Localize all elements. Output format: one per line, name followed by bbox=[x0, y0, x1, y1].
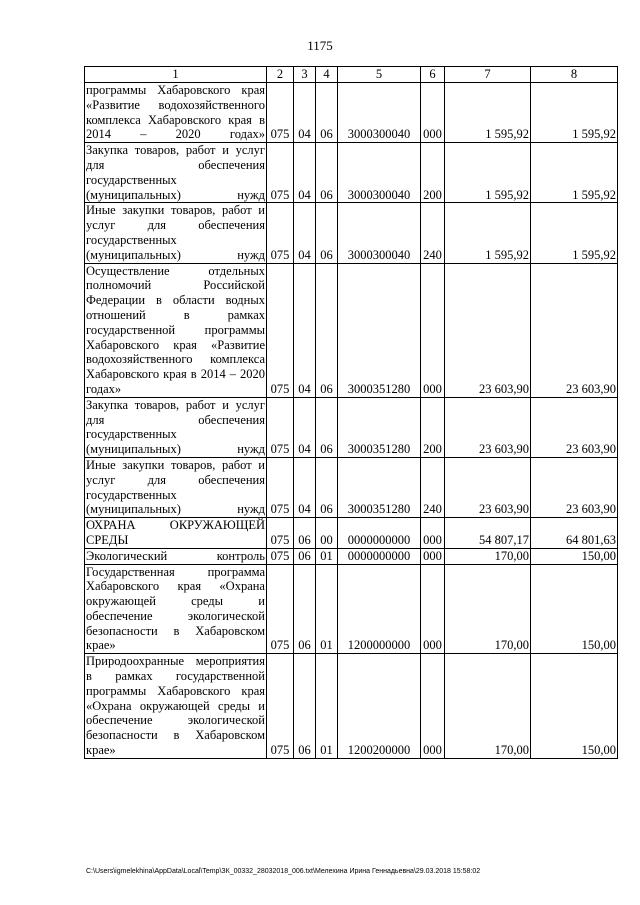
row-value-cell: 06 bbox=[316, 263, 338, 397]
table-row bbox=[85, 518, 618, 549]
row-value-cell: 23 603,90 bbox=[531, 397, 618, 457]
row-value-cell: 240 bbox=[421, 457, 445, 517]
row-value-cell: 06 bbox=[316, 397, 338, 457]
row-value-cell: 23 603,90 bbox=[531, 263, 618, 397]
row-value-cell: 23 603,90 bbox=[445, 263, 531, 397]
row-value-cell: 3000351280 bbox=[338, 263, 421, 397]
row-value-cell: 04 bbox=[294, 457, 316, 517]
row-value-cell: 075 bbox=[267, 457, 294, 517]
footer-file-path: C:\Users\igmelekhina\AppData\Local\Temp\ЗК_00332_28032018_006.txt\Мелехина Ирина Геннадьевна\29.03.2018 15:58:02 bbox=[86, 868, 481, 875]
row-value-cell: 075 bbox=[267, 518, 294, 549]
row-name-cell: программы Хабаровского края «Развитие водохозяйственного комплекса Хабаровского края в 2014 – 2020 годах» bbox=[86, 83, 265, 142]
column-header: 1 bbox=[85, 67, 267, 83]
budget-table bbox=[84, 66, 618, 759]
row-name-cell: ОХРАНА ОКРУЖАЮЩЕЙ СРЕДЫ bbox=[86, 518, 265, 547]
column-header: 8 bbox=[531, 67, 618, 83]
row-value-cell: 075 bbox=[267, 203, 294, 263]
row-value-cell: 06 bbox=[316, 143, 338, 203]
row-value-cell: 075 bbox=[267, 548, 294, 564]
row-value-cell: 000 bbox=[421, 564, 445, 654]
column-header-row bbox=[85, 67, 618, 83]
row-value-cell: 06 bbox=[294, 564, 316, 654]
row-value-cell: 06 bbox=[294, 654, 316, 759]
row-value-cell: 000 bbox=[421, 548, 445, 564]
row-value-cell: 04 bbox=[294, 83, 316, 143]
row-value-cell: 075 bbox=[267, 143, 294, 203]
row-value-cell: 075 bbox=[267, 83, 294, 143]
row-value-cell: 64 801,63 bbox=[531, 518, 618, 549]
row-value-cell: 04 bbox=[294, 263, 316, 397]
row-value-cell: 1200200000 bbox=[338, 654, 421, 759]
row-value-cell: 3000300040 bbox=[338, 203, 421, 263]
row-value-cell: 0000000000 bbox=[338, 518, 421, 549]
table-row bbox=[85, 203, 618, 263]
row-value-cell: 240 bbox=[421, 203, 445, 263]
row-value-cell: 200 bbox=[421, 143, 445, 203]
table-row bbox=[85, 548, 618, 564]
row-value-cell: 00 bbox=[316, 518, 338, 549]
row-value-cell: 06 bbox=[294, 548, 316, 564]
row-value-cell: 3000351280 bbox=[338, 397, 421, 457]
row-value-cell: 075 bbox=[267, 564, 294, 654]
row-name-cell: Государственная программа Хабаровского края «Охрана окружающей среды и обеспечение экологической безопасности в Хабаровском крае» bbox=[86, 564, 265, 653]
table-row bbox=[85, 263, 618, 397]
table-row bbox=[85, 397, 618, 457]
row-value-cell: 1 595,92 bbox=[531, 83, 618, 143]
row-value-cell: 3000300040 bbox=[338, 83, 421, 143]
row-value-cell: 54 807,17 bbox=[445, 518, 531, 549]
row-value-cell: 000 bbox=[421, 654, 445, 759]
row-value-cell: 04 bbox=[294, 143, 316, 203]
row-value-cell: 01 bbox=[316, 548, 338, 564]
column-header: 2 bbox=[267, 67, 294, 83]
table-row bbox=[85, 457, 618, 517]
row-name-cell: Иные закупки товаров, работ и услуг для обеспечения государственных (муниципальных) нужд bbox=[86, 457, 265, 517]
row-value-cell: 075 bbox=[267, 654, 294, 759]
row-name-cell: Осуществление отдельных полномочий Российской Федерации в области водных отношений в рамках государственной программы Хабаровского края «Развитие водохозяйственного комплекса Хабаровского края в 2014 – 2020 годах» bbox=[86, 263, 265, 396]
row-value-cell: 150,00 bbox=[531, 564, 618, 654]
row-value-cell: 000 bbox=[421, 518, 445, 549]
row-value-cell: 1 595,92 bbox=[445, 143, 531, 203]
column-header: 6 bbox=[421, 67, 445, 83]
row-value-cell: 170,00 bbox=[445, 564, 531, 654]
row-value-cell: 3000351280 bbox=[338, 457, 421, 517]
table-row bbox=[85, 143, 618, 203]
row-value-cell: 150,00 bbox=[531, 548, 618, 564]
row-value-cell: 23 603,90 bbox=[531, 457, 618, 517]
row-value-cell: 000 bbox=[421, 263, 445, 397]
row-value-cell: 1200000000 bbox=[338, 564, 421, 654]
row-value-cell: 200 bbox=[421, 397, 445, 457]
row-value-cell: 150,00 bbox=[531, 654, 618, 759]
row-value-cell: 000 bbox=[421, 83, 445, 143]
row-value-cell: 06 bbox=[316, 203, 338, 263]
row-name-cell: Закупка товаров, работ и услуг для обеспечения государственных (муниципальных) нужд bbox=[86, 143, 265, 202]
row-value-cell: 170,00 bbox=[445, 548, 531, 564]
row-name-cell: Иные закупки товаров, работ и услуг для обеспечения государственных (муниципальных) нужд bbox=[86, 203, 265, 262]
row-value-cell: 075 bbox=[267, 263, 294, 397]
row-value-cell: 23 603,90 bbox=[445, 397, 531, 457]
row-name-cell: Экологический контроль bbox=[86, 548, 265, 563]
column-header: 3 bbox=[294, 67, 316, 83]
row-value-cell: 1 595,92 bbox=[445, 83, 531, 143]
row-value-cell: 06 bbox=[316, 83, 338, 143]
row-value-cell: 1 595,92 bbox=[531, 143, 618, 203]
row-value-cell: 01 bbox=[316, 564, 338, 654]
row-value-cell: 04 bbox=[294, 203, 316, 263]
row-name-cell: Закупка товаров, работ и услуг для обеспечения государственных (муниципальных) нужд bbox=[86, 397, 265, 457]
row-name-cell: Природоохранные мероприятия в рамках государственной программы Хабаровского края «Охрана окружающей среды и обеспечение экологической безопасности в Хабаровском крае» bbox=[86, 654, 265, 758]
column-header: 5 bbox=[338, 67, 421, 83]
row-value-cell: 01 bbox=[316, 654, 338, 759]
row-value-cell: 0000000000 bbox=[338, 548, 421, 564]
table-row bbox=[85, 83, 618, 143]
row-value-cell: 170,00 bbox=[445, 654, 531, 759]
table-row bbox=[85, 654, 618, 759]
row-value-cell: 04 bbox=[294, 397, 316, 457]
column-header: 4 bbox=[316, 67, 338, 83]
row-value-cell: 1 595,92 bbox=[531, 203, 618, 263]
row-value-cell: 23 603,90 bbox=[445, 457, 531, 517]
row-value-cell: 1 595,92 bbox=[445, 203, 531, 263]
row-value-cell: 06 bbox=[294, 518, 316, 549]
page-number: 1175 bbox=[307, 38, 333, 53]
row-value-cell: 3000300040 bbox=[338, 143, 421, 203]
column-header: 7 bbox=[445, 67, 531, 83]
table-row bbox=[85, 564, 618, 654]
row-value-cell: 075 bbox=[267, 397, 294, 457]
row-value-cell: 06 bbox=[316, 457, 338, 517]
